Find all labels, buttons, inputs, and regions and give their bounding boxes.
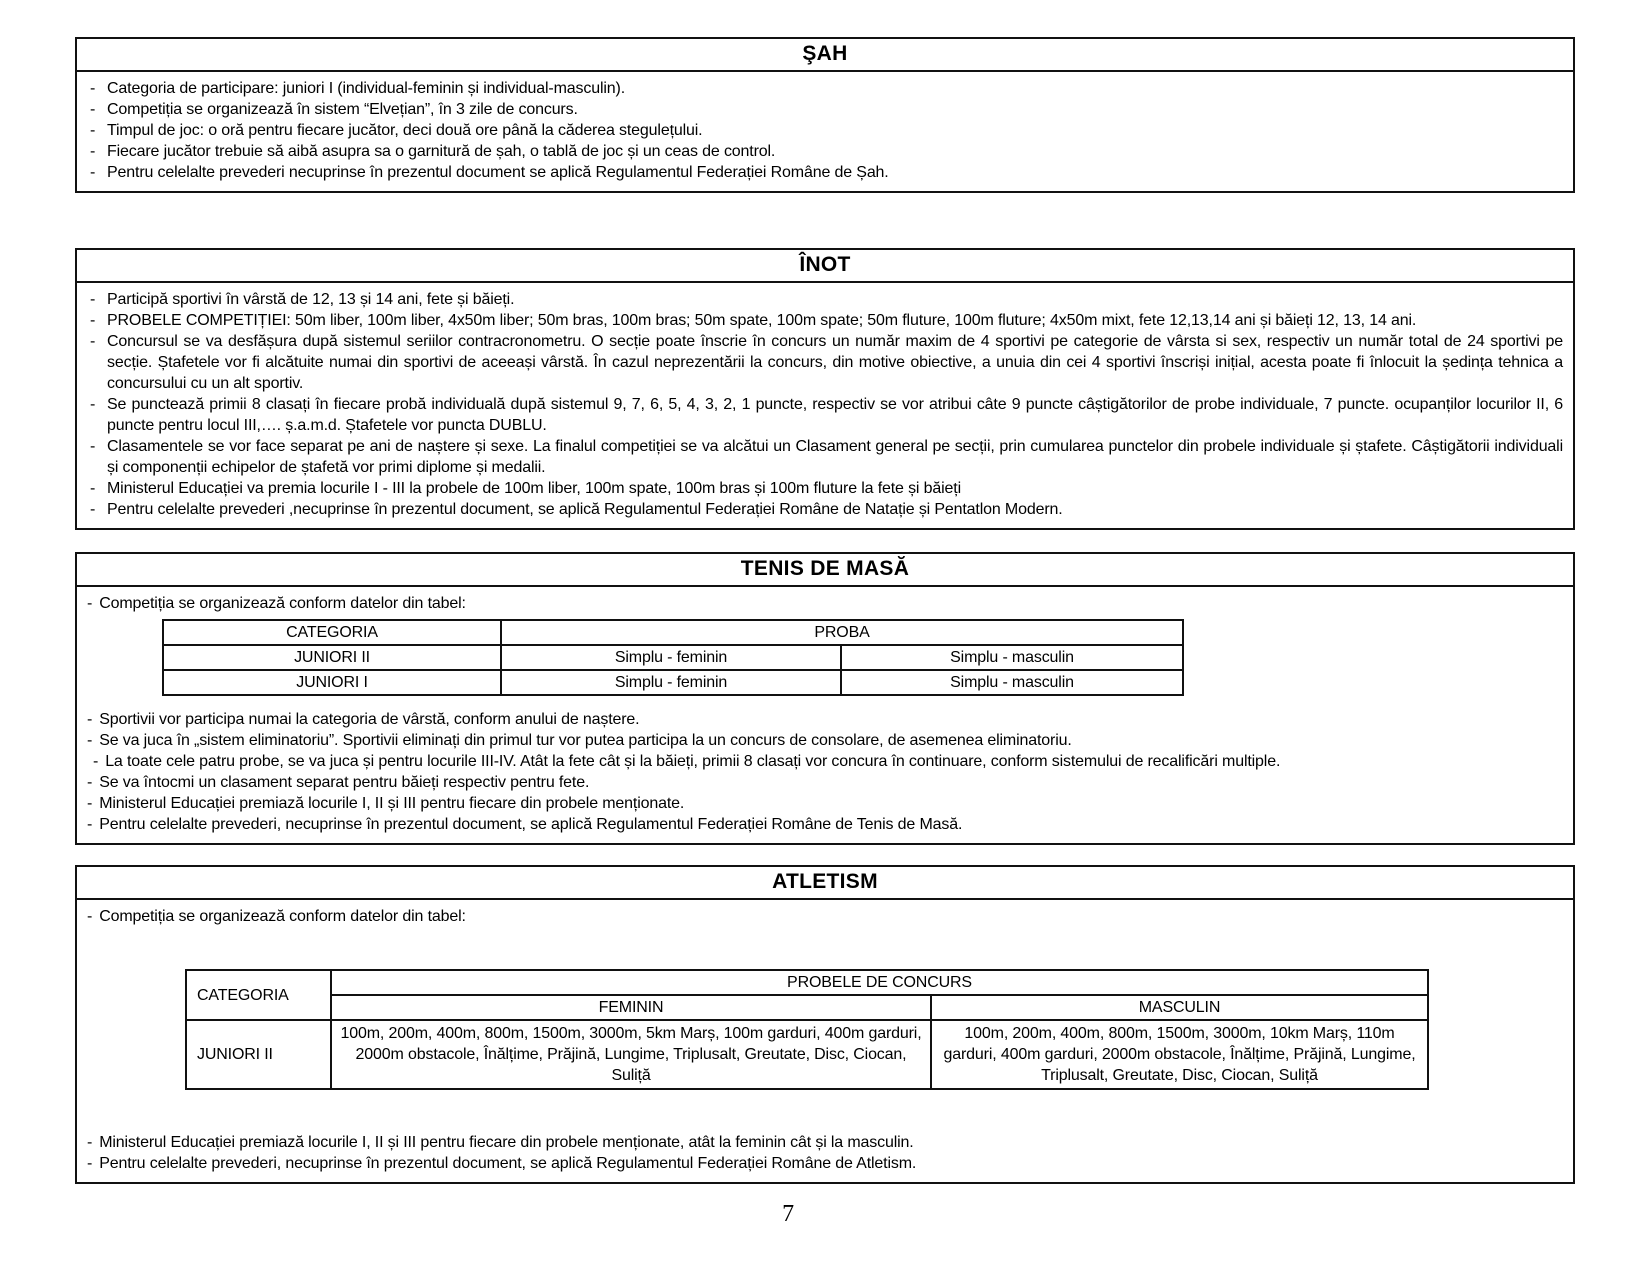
bullet-text: Pentru celelalte prevederi, necuprinse în prezentul document, se aplică Regulamentul Federației Române de Tenis de Masă.	[99, 816, 963, 833]
bullet-text: Fiecare jucător trebuie să aibă asupra sa o garnitură de șah, o tablă de joc și un ceas de control.	[107, 143, 776, 160]
bullet-item	[87, 394, 1563, 436]
bullet-dash: -	[90, 333, 96, 350]
table-cell-category: JUNIORI II	[163, 645, 501, 670]
bullet-item	[87, 1132, 1563, 1153]
bullet-dash: -	[90, 501, 96, 518]
table-header-row	[186, 970, 1428, 995]
bullet-text: Categoria de participare: juniori I (individual-feminin și individual-masculin).	[107, 80, 626, 97]
bullet-text: Participă sportivi în vârstă de 12, 13 și 14 ani, fete și băieți.	[107, 291, 515, 308]
bullet-dash: -	[90, 291, 96, 308]
table-subheader-row	[186, 995, 1428, 1020]
bullet-dash: -	[90, 143, 96, 160]
bullet-text: Se va juca în „sistem eliminatoriu”. Sportivii eliminați din primul tur vor putea participa la un concurs de consolare, de asemenea eliminatoriu.	[99, 732, 1072, 749]
section-title-tenis: TENIS DE MASĂ	[77, 554, 1573, 587]
intro-line	[87, 593, 1563, 614]
bullet-text: Ministerul Educației premiază locurile I, II și III pentru fiecare din probele menționate.	[99, 795, 685, 812]
table-cell-masculin: Simplu - masculin	[841, 645, 1183, 670]
bullet-dash: -	[87, 816, 93, 833]
bullet-dash: -	[90, 438, 96, 455]
section-atletism	[75, 865, 1575, 1184]
bullet-dash: -	[90, 122, 96, 139]
bullet-item	[87, 478, 1563, 499]
bullet-item	[87, 162, 1563, 183]
table-cell-masculin-events: 100m, 200m, 400m, 800m, 1500m, 3000m, 10km Marș, 110m garduri, 400m garduri, 2000m obstacole, Înălțime, Prăjină, Lungime, Triplusalt, Greutate, Disc, Ciocan, Suliță	[931, 1020, 1428, 1089]
intro-text: Competiția se organizează conform datelor din tabel:	[99, 595, 466, 612]
bullet-dash: -	[87, 711, 93, 728]
bullet-text: PROBELE COMPETIȚIEI: 50m liber, 100m liber, 4x50m liber; 50m bras, 100m bras; 50m spate, 100m spate; 50m fluture, 100m fluture; 4x50m mixt, fete 12,13,14 ani și băieți 12, 13, 14 ani.	[107, 312, 1417, 329]
bullet-dash: -	[87, 774, 93, 791]
bullet-text: Clasamentele se vor face separat pe ani de naștere și sexe. La finalul competiției se va alcătui un Clasament general pe secții, prin cumularea punctelor din probele individuale și ștafete. Câștigătorii individuali și componenții echipelor de ștafetă vor primi diplome și medalii.	[107, 438, 1563, 476]
bullet-item	[87, 436, 1563, 478]
bullet-text: Ministerul Educației va premia locurile I - III la probele de 100m liber, 100m spate, 100m bras și 100m fluture la fete și băieți	[107, 480, 961, 497]
bullet-text: Timpul de joc: o oră pentru fiecare jucător, deci două ore până la căderea stegulețului.	[107, 122, 703, 139]
bullet-item	[87, 78, 1563, 99]
bullet-text: Competiția se organizează în sistem “Elvețian”, în 3 zile de concurs.	[107, 101, 578, 118]
section-body-sah	[77, 72, 1573, 191]
bullet-dash: -	[90, 396, 96, 413]
bullet-item	[87, 772, 1563, 793]
table-header-categoria: CATEGORIA	[163, 620, 501, 645]
table-cell-masculin: Simplu - masculin	[841, 670, 1183, 695]
section-title-atletism: ATLETISM	[77, 867, 1573, 900]
table-cell-category: JUNIORI II	[186, 1020, 331, 1089]
bullet-item	[87, 120, 1563, 141]
table-row	[186, 1020, 1428, 1089]
page-number: 7	[782, 1201, 794, 1227]
atletism-table	[185, 969, 1429, 1090]
bullet-dash: -	[93, 753, 99, 770]
intro-text: Competiția se organizează conform datelor din tabel:	[99, 908, 466, 925]
table-cell-feminin: Simplu - feminin	[501, 670, 841, 695]
bullet-dash: -	[87, 595, 93, 612]
bullet-dash: -	[90, 80, 96, 97]
bullet-dash: -	[87, 795, 93, 812]
section-body-inot	[77, 283, 1573, 528]
table-header-row	[163, 620, 1183, 645]
bullet-text: Ministerul Educației premiază locurile I, II și III pentru fiecare din probele menționate, atât la feminin cât și la masculin.	[99, 1134, 914, 1151]
section-title-sah: ŞAH	[77, 39, 1573, 72]
bullet-item	[87, 331, 1563, 394]
bullet-dash: -	[90, 312, 96, 329]
bullet-text: Pentru celelalte prevederi, necuprinse în prezentul document, se aplică Regulamentul Federației Române de Atletism.	[99, 1155, 917, 1172]
bullet-text: Pentru celelalte prevederi ,necuprinse în prezentul document, se aplică Regulamentul Federației Române de Natație și Pentatlon Modern.	[107, 501, 1063, 518]
bullet-dash: -	[90, 480, 96, 497]
bullet-dash: -	[87, 1134, 93, 1151]
table-header-categoria: CATEGORIA	[186, 970, 331, 1020]
tenis-table	[162, 619, 1184, 696]
table-cell-feminin-events: 100m, 200m, 400m, 800m, 1500m, 3000m, 5km Marș, 100m garduri, 400m garduri, 2000m obstacole, Înălțime, Prăjină, Lungime, Triplusalt, Greutate, Disc, Ciocan, Suliță	[331, 1020, 931, 1089]
table-row	[163, 645, 1183, 670]
bullet-dash: -	[87, 732, 93, 749]
section-body-atletism	[77, 900, 1573, 1182]
table-cell-feminin: Simplu - feminin	[501, 645, 841, 670]
table-header-proba: PROBA	[501, 620, 1183, 645]
bullet-item	[87, 709, 1563, 730]
table-row	[163, 670, 1183, 695]
section-inot	[75, 248, 1575, 530]
bullet-text: Concursul se va desfășura după sistemul seriilor contracronometru. O secție poate înscrie în concurs un număr maxim de 4 sportivi pe categorie de vârsta si sex, respectiv un număr total de 24 sportivi pe secție. Ștafetele vor fi alcătuite numai din sportivi de aceeași vârstă. În cazul neprezentării la concurs, din motive obiective, a unuia din cei 4 sportivi înscriși inițial, acesta poate fi înlocuit la ședința tehnica a concursului cu un alt sportiv.	[107, 333, 1563, 392]
section-title-inot: ÎNOT	[77, 250, 1573, 283]
bullet-text: Se punctează primii 8 clasați în fiecare probă individuală după sistemul 9, 7, 6, 5, 4, 3, 2, 1 puncte, respectiv se vor atribui câte 9 puncte câștigătorilor de probe individuale, 7 puncte. ocupanților locurilor II, 6 puncte pentru locul III,…. ș.a.m.d. Ștafetele vor puncta DUBLU.	[107, 396, 1563, 434]
bullet-item	[87, 289, 1563, 310]
bullet-item	[87, 499, 1563, 520]
bullet-item	[87, 141, 1563, 162]
section-gap	[0, 193, 1650, 248]
bullet-text: Sportivii vor participa numai la categoria de vârstă, conform anului de naștere.	[99, 711, 640, 728]
section-body-tenis	[77, 587, 1573, 843]
bullet-dash: -	[87, 908, 93, 925]
bullet-item	[87, 814, 1563, 835]
section-tenis	[75, 552, 1575, 845]
table-header-probe: PROBELE DE CONCURS	[331, 970, 1428, 995]
bullet-dash: -	[87, 1155, 93, 1172]
bullet-dash: -	[90, 101, 96, 118]
section-sah	[75, 37, 1575, 193]
table-cell-category: JUNIORI I	[163, 670, 501, 695]
bullet-dash: -	[90, 164, 96, 181]
table-header-feminin: FEMININ	[331, 995, 931, 1020]
bullet-item	[87, 99, 1563, 120]
table-header-masculin: MASCULIN	[931, 995, 1428, 1020]
bullet-text: La toate cele patru probe, se va juca și pentru locurile III-IV. Atât la fete cât și la băieți, primii 8 clasați vor concura în continuare, conform sistemului de recalificări multiple.	[105, 753, 1281, 770]
bullet-item	[87, 751, 1563, 772]
bullet-item	[87, 1153, 1563, 1174]
bullet-item	[87, 730, 1563, 751]
bullet-item	[87, 793, 1563, 814]
bullet-item	[87, 310, 1563, 331]
bullet-text: Pentru celelalte prevederi necuprinse în prezentul document se aplică Regulamentul Federației Române de Șah.	[107, 164, 889, 181]
section-gap	[0, 530, 1650, 552]
intro-line	[87, 906, 1563, 927]
section-gap	[0, 845, 1650, 865]
bullet-text: Se va întocmi un clasament separat pentru băieți respectiv pentru fete.	[99, 774, 590, 791]
